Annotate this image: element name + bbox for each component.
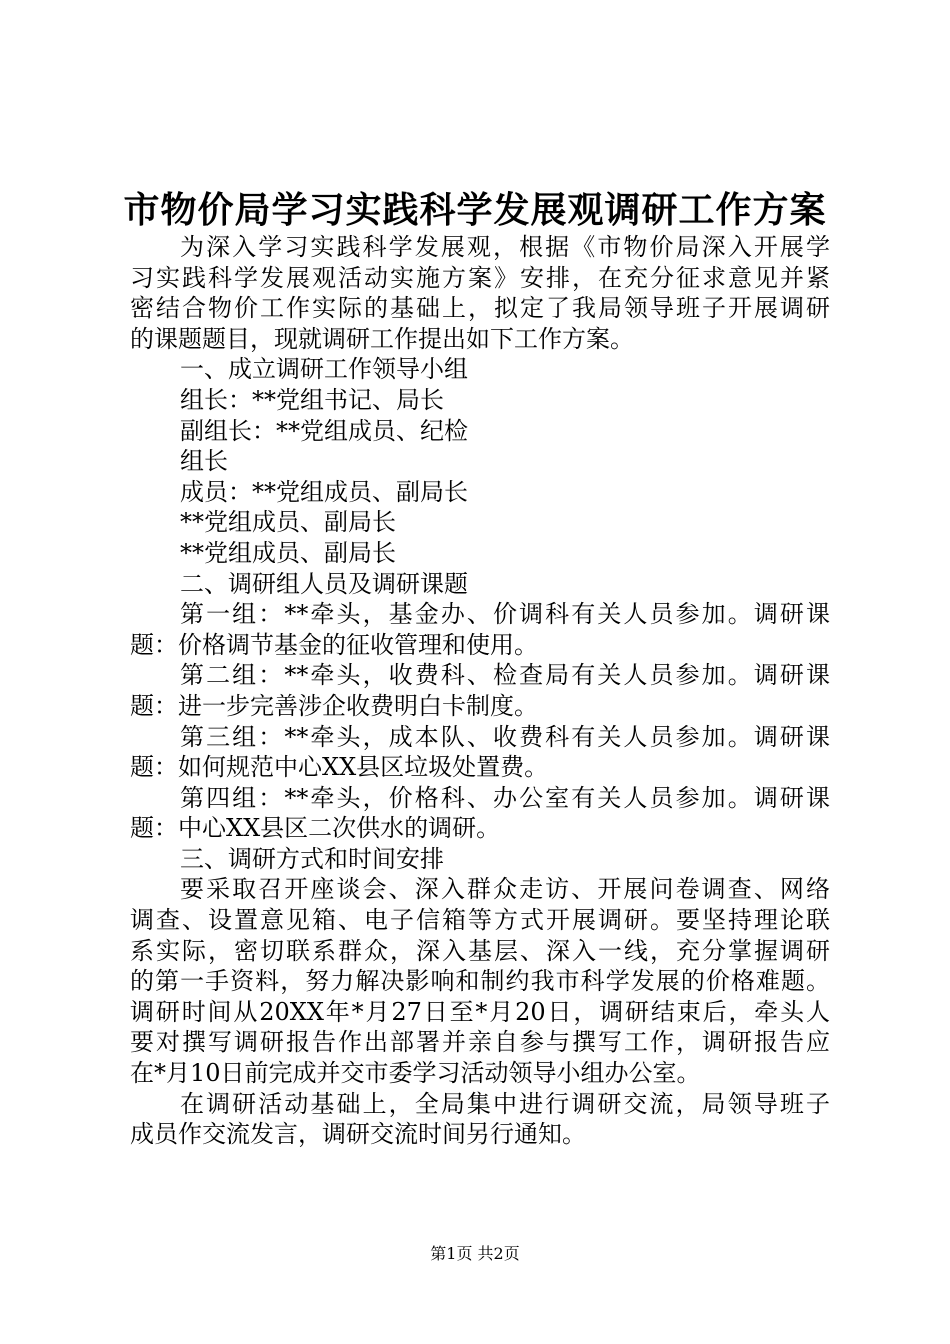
paragraph-line: **党组成员、副局长 [180, 508, 396, 537]
paragraph-line: 组长 [180, 447, 228, 476]
paragraph-line: 题：价格调节基金的征收管理和使用。 [130, 630, 538, 659]
paragraph-line: 题：如何规范中心XX县区垃圾处置费。 [130, 753, 549, 782]
section-heading: 三、调研方式和时间安排 [180, 844, 444, 873]
paragraph-line: 第二组：**牵头，收费科、检查局有关人员参加。调研课 [180, 661, 830, 690]
paragraph-line: 第四组：**牵头，价格科、办公室有关人员参加。调研课 [180, 783, 830, 812]
paragraph-line: 习实践科学发展观活动实施方案》安排，在充分征求意见并紧 [130, 263, 830, 292]
paragraph-line: 成员：**党组成员、副局长 [180, 477, 468, 506]
paragraph-line: 的第一手资料，努力解决影响和制约我市科学发展的价格难题。 [130, 967, 830, 996]
paragraph-line: 的课题题目，现就调研工作提出如下工作方案。 [130, 324, 634, 353]
page-footer: 第1页 共2页 [430, 1244, 520, 1263]
paragraph-line: 要采取召开座谈会、深入群众走访、开展问卷调查、网络 [180, 875, 830, 904]
paragraph-line: 在*月10日前完成并交市委学习活动领导小组办公室。 [130, 1059, 701, 1088]
paragraph-line: 题：中心XX县区二次供水的调研。 [130, 814, 501, 843]
paragraph-line: **党组成员、副局长 [180, 538, 396, 567]
document-title: 市物价局学习实践科学发展观调研工作方案 [123, 189, 827, 231]
paragraph-line: 密结合物价工作实际的基础上，拟定了我局领导班子开展调研 [130, 294, 830, 323]
document-body [130, 232, 830, 1150]
paragraph-line: 系实际，密切联系群众，深入基层、深入一线，充分掌握调研 [130, 936, 830, 965]
paragraph-line: 在调研活动基础上，全局集中进行调研交流，局领导班子 [180, 1089, 830, 1118]
paragraph-line: 第一组：**牵头，基金办、价调科有关人员参加。调研课 [180, 600, 830, 629]
section-heading: 二、调研组人员及调研课题 [180, 569, 468, 598]
paragraph-line: 为深入学习实践科学发展观，根据《市物价局深入开展学 [180, 233, 830, 261]
paragraph-line: 要对撰写调研报告作出部署并亲自参与撰写工作，调研报告应 [130, 1028, 830, 1057]
paragraph-line: 成员作交流发言，调研交流时间另行通知。 [130, 1120, 586, 1149]
section-heading: 一、成立调研工作领导小组 [180, 355, 468, 384]
paragraph-line: 调查、设置意见箱、电子信箱等方式开展调研。要坚持理论联 [130, 906, 830, 935]
paragraph-line: 调研时间从20XX年*月27日至*月20日，调研结束后，牵头人 [130, 997, 830, 1026]
paragraph-line: 组长：**党组书记、局长 [180, 385, 444, 414]
paragraph-line: 题：进一步完善涉企收费明白卡制度。 [130, 691, 538, 720]
paragraph-line: 第三组：**牵头，成本队、收费科有关人员参加。调研课 [180, 722, 830, 751]
paragraph-line: 副组长：**党组成员、纪检 [180, 416, 468, 445]
